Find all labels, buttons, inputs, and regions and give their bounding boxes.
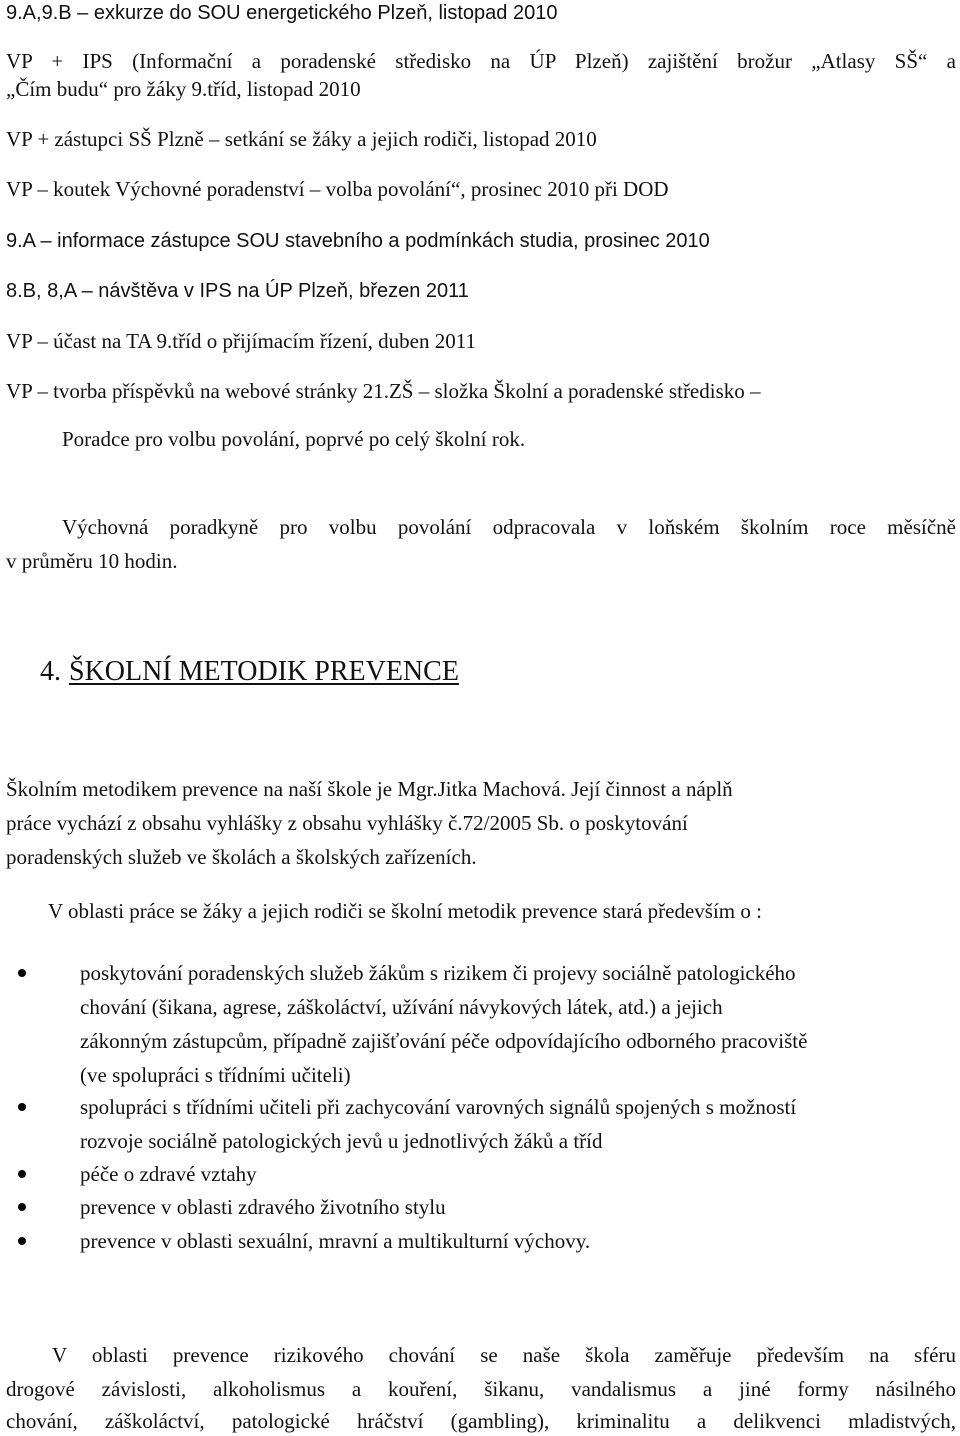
metodik-paragraph-line: Školním metodikem prevence na naší škole je Mgr.Jitka Machová. Její činnost a náplň: [6, 777, 733, 801]
activity-line: VP + IPS (Informační a poradenské středisko na ÚP Plzeň) zajištění brožur „Atlasy SŠ“ a: [6, 49, 956, 73]
activity-line: VP – tvorba příspěvků na webové stránky 21.ZŠ – složka Školní a poradenské středisko –: [6, 379, 761, 403]
activity-line: „Čím budu“ pro žáky 9.tříd, listopad 2010: [6, 77, 361, 101]
activity-line: Poradce pro volbu povolání, poprvé po celý školní rok.: [62, 427, 526, 451]
list-item-line: prevence v oblasti zdravého životního stylu: [80, 1195, 446, 1219]
risk-paragraph-line: V oblasti prevence rizikového chování se naše škola zaměřuje především na sféru: [52, 1343, 956, 1367]
list-item-line: chování (šikana, agrese, záškoláctví, užívání návykových látek, atd.) a jejich: [80, 995, 723, 1019]
section-number: 4.: [40, 656, 61, 687]
activity-line: VP – účast na TA 9.tříd o přijímacím řízení, duben 2011: [6, 329, 476, 353]
list-item-line: zákonným zástupcům, případně zajišťování péče odpovídajícího odborného pracoviště: [80, 1029, 808, 1053]
list-item-line: péče o zdravé vztahy: [80, 1162, 257, 1186]
section-title: ŠKOLNÍ METODIK PREVENCE: [69, 656, 459, 687]
activity-line: 9.A – informace zástupce SOU stavebního a podmínkách studia, prosinec 2010: [6, 230, 710, 252]
activity-line: VP + zástupci SŠ Plzně – setkání se žáky a jejich rodiči, listopad 2010: [6, 127, 597, 151]
hours-paragraph-line: Výchovná poradkyně pro volbu povolání odpracovala v loňském školním roce měsíčně: [62, 515, 956, 539]
bullet-dot-icon: [18, 969, 26, 977]
metodik-paragraph-line: práce vychází z obsahu vyhlášky z obsahu vyhlášky č.72/2005 Sb. o poskytování: [6, 811, 688, 835]
risk-paragraph-line: chování, záškoláctví, patologické hráčství (gambling), kriminalitu a delikvenci mladistvých,: [6, 1409, 956, 1433]
list-item-line: rozvoje sociálně patologických jevů u jednotlivých žáků a tříd: [80, 1129, 603, 1153]
hours-paragraph-line: v průměru 10 hodin.: [6, 549, 178, 573]
activity-line: VP – koutek Výchovné poradenství – volba povolání“, prosinec 2010 při DOD: [6, 177, 669, 201]
list-item-line: (ve spolupráci s třídními učiteli): [80, 1063, 351, 1087]
section-heading: [40, 656, 459, 688]
activity-line: 8.B, 8,A – návštěva v IPS na ÚP Plzeň, březen 2011: [6, 280, 469, 302]
bullet-dot-icon: [18, 1103, 26, 1111]
bullet-dot-icon: [18, 1237, 26, 1245]
list-item-line: prevence v oblasti sexuální, mravní a multikulturní výchovy.: [80, 1229, 591, 1253]
activity-line: 9.A,9.B – exkurze do SOU energetického Plzeň, listopad 2010: [6, 2, 558, 24]
metodik-paragraph-line: poradenských služeb ve školách a školských zařízeních.: [6, 845, 477, 869]
bullet-dot-icon: [18, 1170, 26, 1178]
bullet-dot-icon: [18, 1203, 26, 1211]
intro-line: V oblasti práce se žáky a jejich rodiči se školní metodik prevence stará především o :: [48, 899, 762, 923]
list-item-line: poskytování poradenských služeb žákům s rizikem či projevy sociálně patologického: [80, 961, 796, 985]
risk-paragraph-line: drogové závislosti, alkoholismus a kouření, šikanu, vandalismus a jiné formy násilného: [6, 1377, 956, 1401]
list-item-line: spolupráci s třídními učiteli při zachycování varovných signálů spojených s možností: [80, 1095, 797, 1119]
